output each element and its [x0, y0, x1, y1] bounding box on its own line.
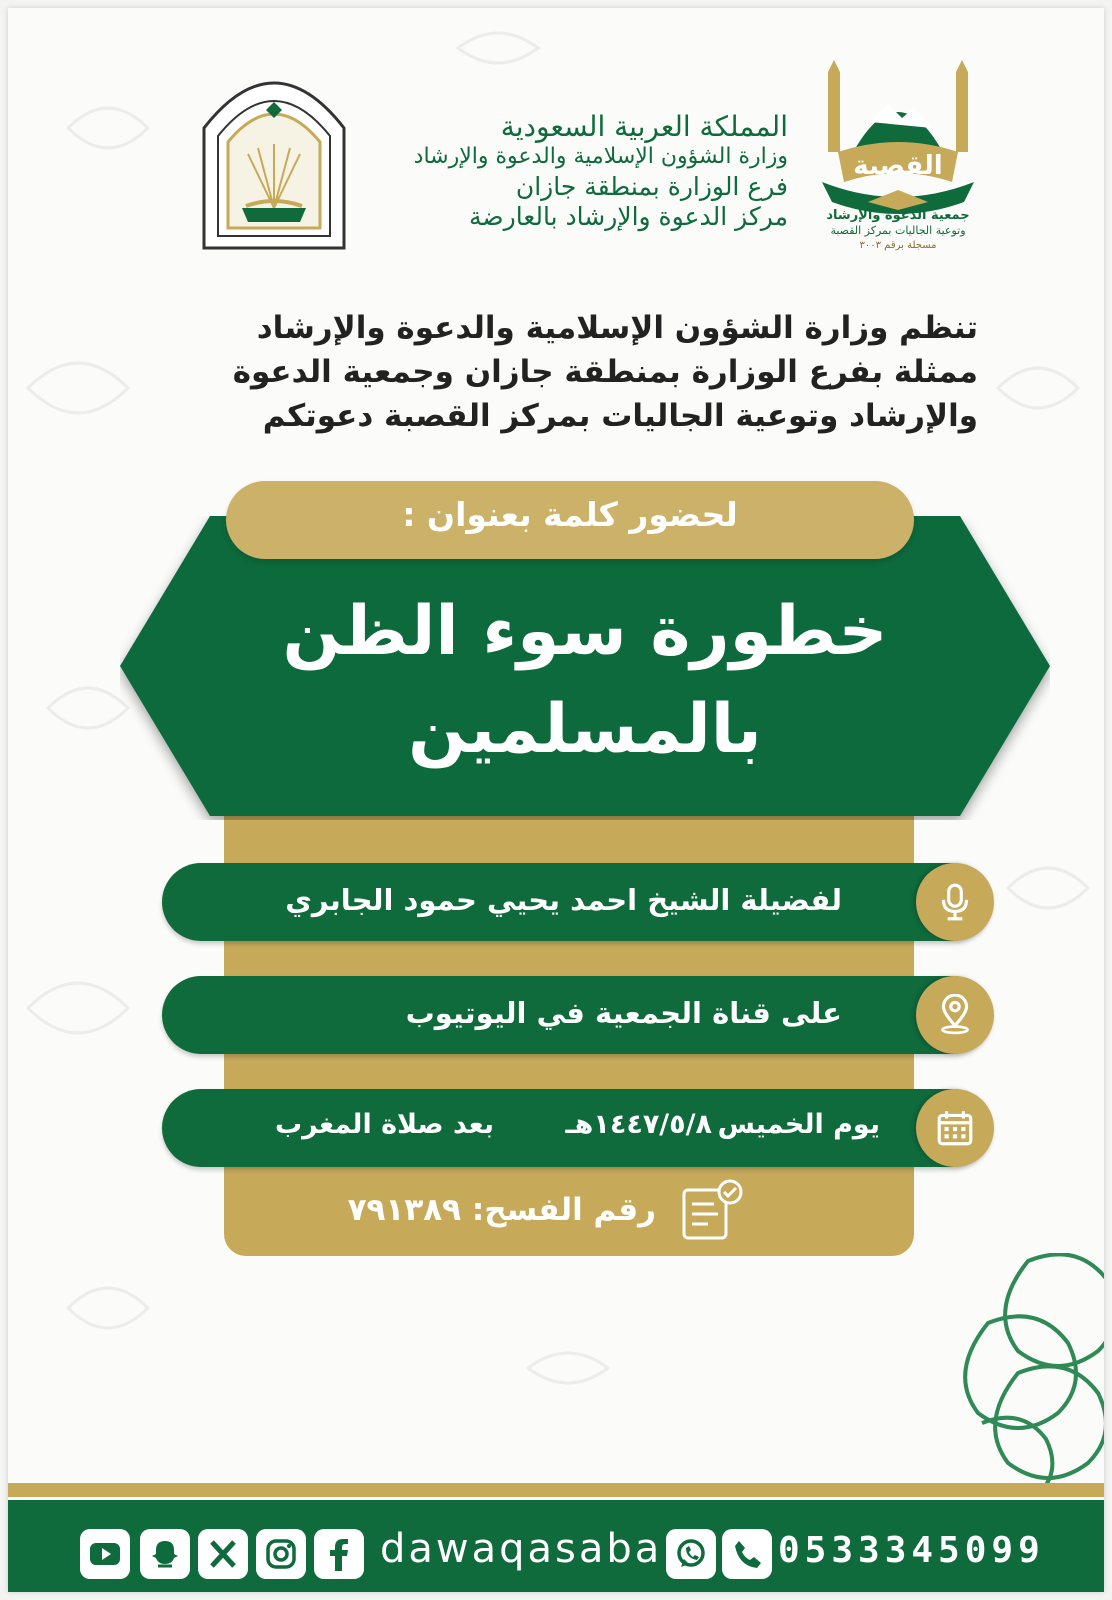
poster-card: [8, 8, 1104, 1592]
date-badge: [916, 1089, 994, 1167]
instagram-icon: [264, 1537, 298, 1571]
footer-gold-stripe: [8, 1483, 1104, 1497]
permit-row: [347, 1178, 748, 1248]
x-icon: [206, 1537, 240, 1571]
lecture-title-line: بالمسلمين: [408, 690, 762, 769]
datetime-pill: [162, 1089, 992, 1167]
permit-number: رقم الفسح: ٧٩١٣٨٩: [347, 1192, 656, 1228]
invite-label-pill: [226, 481, 914, 559]
intro-line: والإرشاد وتوعية الجاليات بمركز القصبة دعوتكم: [262, 398, 978, 434]
social-handle[interactable]: dawaqasaba: [380, 1526, 663, 1572]
intro-paragraph: [158, 306, 978, 438]
location-pin-icon: [934, 994, 976, 1036]
location-pill: [162, 976, 992, 1054]
intro-line: تنظم وزارة الشؤون الإسلامية والدعوة والإرشاد: [256, 310, 978, 346]
ministry-line-center: مركز الدعوة والإرشاد بالعارضة: [469, 202, 788, 231]
event-time: بعد صلاة المغرب: [275, 1109, 494, 1140]
youtube-link[interactable]: [80, 1529, 130, 1579]
ministry-emblem: [198, 58, 350, 254]
association-name: جمعية الدعوة والإرشاد: [826, 208, 970, 223]
speaker-pill: [162, 863, 992, 941]
x-link[interactable]: [198, 1529, 248, 1579]
lecture-title: [120, 583, 1050, 779]
document-check-icon: [678, 1178, 748, 1242]
event-date: ١٤٤٧/٥/٨هـ: [565, 1109, 712, 1140]
speaker-text: لفضيلة الشيخ احمد يحيي حمود الجابري: [285, 883, 842, 917]
invite-label: لحضور كلمة بعنوان :: [402, 495, 738, 534]
association-subtitle: وتوعية الجاليات بمركز القصبة: [830, 224, 966, 237]
event-day: يوم الخميس: [717, 1109, 880, 1140]
phone-number[interactable]: 0533345099: [778, 1530, 1045, 1571]
decorative-rings: [958, 1253, 1104, 1493]
whatsapp-icon: [674, 1537, 708, 1571]
snapchat-icon: [148, 1537, 182, 1571]
lecture-title-line: خطورة سوء الظن: [282, 592, 888, 671]
speaker-badge: [916, 863, 994, 941]
association-registration: مسجلة برقم ٣٠٠٣: [859, 240, 937, 251]
facebook-link[interactable]: [314, 1529, 364, 1579]
ministry-line-ministry: وزارة الشؤون الإسلامية والدعوة والإرشاد: [413, 144, 788, 169]
youtube-icon: [88, 1537, 122, 1571]
ministry-line-kingdom: المملكة العربية السعودية: [500, 110, 788, 143]
location-badge: [916, 976, 994, 1054]
location-text: على قناة الجمعية في اليوتيوب: [405, 996, 842, 1030]
facebook-icon: [322, 1537, 356, 1571]
phone-link[interactable]: [722, 1529, 772, 1579]
intro-line: ممثلة بفرع الوزارة بمنطقة جازان وجمعية الدعوة: [232, 354, 978, 390]
ministry-line-branch: فرع الوزارة بمنطقة جازان: [515, 172, 788, 201]
microphone-icon: [934, 881, 976, 923]
instagram-link[interactable]: [256, 1529, 306, 1579]
phone-icon: [730, 1537, 764, 1571]
association-caption: [804, 208, 992, 253]
ministry-header: [388, 112, 788, 232]
snapchat-link[interactable]: [140, 1529, 190, 1579]
whatsapp-link[interactable]: [666, 1529, 716, 1579]
calendar-icon: [934, 1107, 976, 1149]
svg-text:القصبة: القصبة: [853, 151, 943, 181]
